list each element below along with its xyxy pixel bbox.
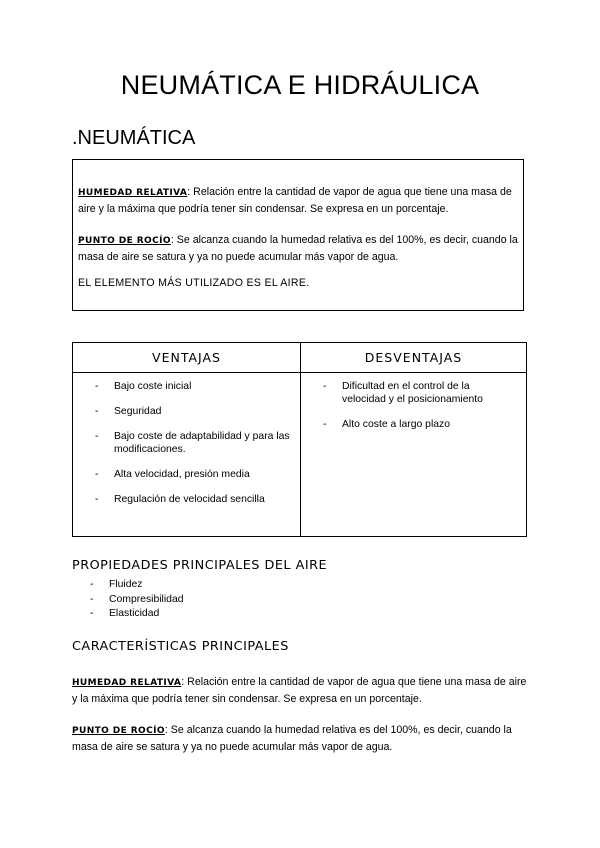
ventajas-header: VENTAJAS (73, 343, 300, 373)
document-title: NEUMÁTICA E HIDRÁULICA (120, 70, 480, 100)
list-item: - Alto coste a largo plazo (323, 419, 451, 430)
caracteristicas-rocio (72, 722, 532, 755)
humedad-text: : Relación entre la cantidad de vapor de agua que tiene una masa de aire y la máxima que podría tener sin condensar. Se expresa en un porcentaje. (72, 676, 527, 705)
rocio-text: : Se alcanza cuando la humedad relativa es del 100%, es decir, cuando la masa de aire se satura y ya no puede acumular más vapor de agua. (72, 724, 512, 753)
desventajas-list (301, 380, 526, 443)
list-item: - Dificultad en el control de la velocidad y el posicionamiento (323, 381, 483, 405)
rocio-text: : Se alcanza cuando la humedad relativa es del 100%, es decir, cuando la masa de aire se satura y ya no puede acumular más vapor de agua. (78, 234, 518, 263)
list-item: - Bajo coste de adaptabilidad y para las modificaciones. (95, 431, 290, 455)
list-item: - Compresibilidad (90, 593, 184, 605)
ventajas-desventajas-table (72, 342, 527, 537)
rocio-term: PUNTO DE ROCÍO (72, 726, 165, 736)
ventajas-list (73, 380, 300, 518)
propiedades-list (72, 578, 184, 622)
rocio-definition (78, 232, 518, 265)
list-item: - Elasticidad (90, 608, 160, 619)
section-heading: .NEUMÁTICA (72, 127, 196, 149)
desventajas-header: DESVENTAJAS (301, 343, 526, 373)
list-item: - Seguridad (95, 406, 162, 417)
air-note: EL ELEMENTO MÁS UTILIZADO ES EL AIRE. (78, 277, 310, 289)
propiedades-heading: PROPIEDADES PRINCIPALES DEL AIRE (72, 558, 328, 573)
list-item: - Fluidez (90, 579, 143, 590)
list-item: - Regulación de velocidad sencilla (95, 494, 265, 505)
humedad-term: HUMEDAD RELATIVA (72, 678, 182, 688)
list-item: - Alta velocidad, presión media (95, 469, 250, 480)
definitions-box (72, 159, 524, 311)
caracteristicas-heading: CARACTERÍSTICAS PRINCIPALES (72, 639, 289, 654)
desventajas-column (301, 343, 526, 536)
humedad-term: HUMEDAD RELATIVA (78, 188, 188, 198)
list-item: - Bajo coste inicial (95, 381, 192, 392)
humedad-definition (78, 184, 518, 217)
humedad-text: : Relación entre la cantidad de vapor de agua que tiene una masa de aire y la máxima que podría tener sin condensar. Se expresa en un porcentaje. (78, 186, 512, 215)
caracteristicas-humedad (72, 674, 532, 707)
ventajas-column (73, 343, 301, 536)
rocio-term: PUNTO DE ROCÍO (78, 236, 171, 246)
